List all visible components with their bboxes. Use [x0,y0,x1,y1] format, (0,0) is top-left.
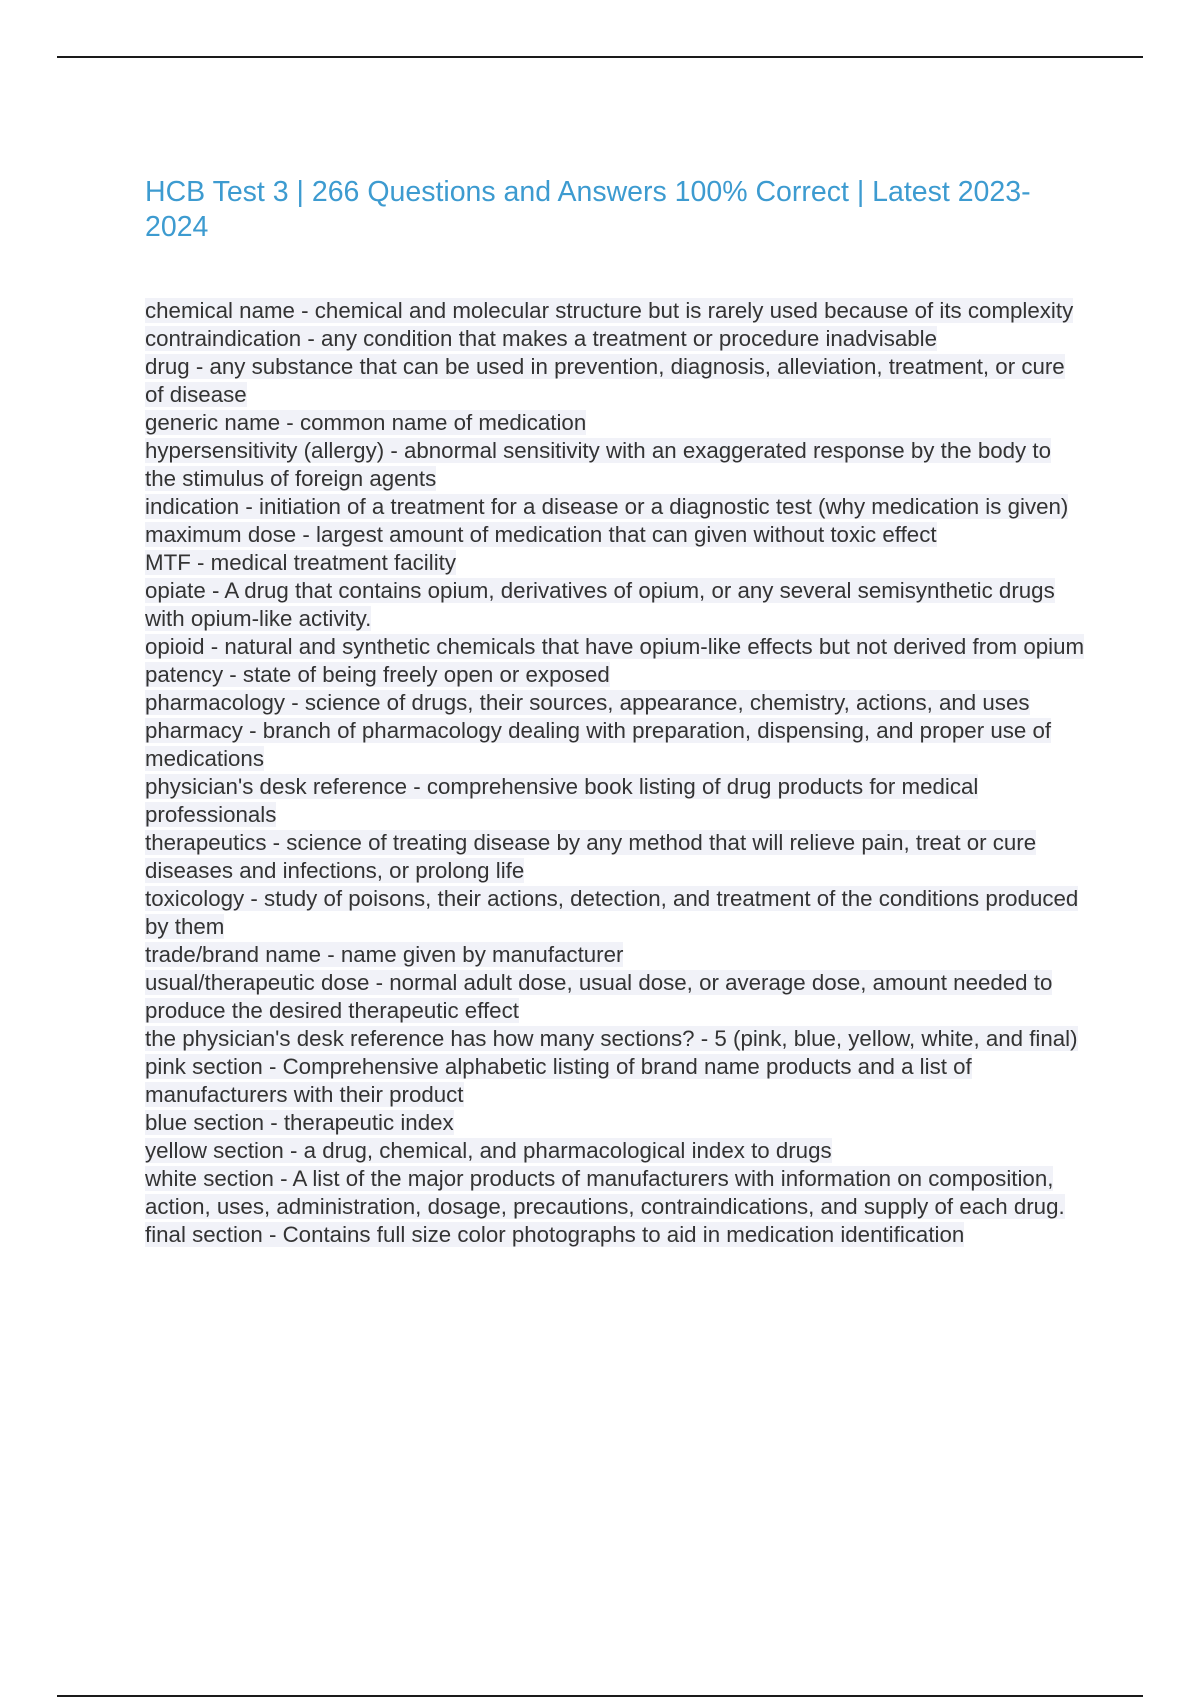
glossary-entry [145,717,1085,773]
glossary-entry-text: MTF - medical treatment facility [145,550,457,575]
glossary-term: final section [145,1222,263,1247]
glossary-definition: state of being freely open or exposed [242,662,610,687]
glossary-entry-text: patency - state of being freely open or exposed [145,662,610,687]
glossary-definition: chemical and molecular structure but is rarely used because of its complexity [314,298,1074,323]
glossary-entry [145,1221,1085,1249]
glossary-entry [145,549,1085,577]
glossary-entry [145,969,1085,1025]
document-title: HCB Test 3 | 266 Questions and Answers 100% Correct | Latest 2023-2024 [145,176,1031,243]
glossary-entry [145,577,1085,633]
glossary-term: therapeutics [145,830,267,855]
glossary-list [145,297,1085,1249]
glossary-term: chemical name [145,298,295,323]
glossary-definition: therapeutic index [283,1110,454,1135]
glossary-term: maximum dose [145,522,297,547]
glossary-definition: science of treating disease by any method that will relieve pain, treat or cure diseases and infections, or prolong life [145,830,1037,883]
glossary-term: opiate [145,578,206,603]
glossary-entry [145,689,1085,717]
glossary-entry-text: usual/therapeutic dose - normal adult dose, usual dose, or average dose, amount needed to produce the desired therapeutic effect [145,970,1053,1023]
glossary-entry-text: hypersensitivity (allergy) - abnormal sensitivity with an exaggerated response by the body to the stimulus of foreign agents [145,438,1051,491]
glossary-entry-text: white section - A list of the major products of manufacturers with information on composition, action, uses, administration, dosage, precautions, contraindications, and supply of each drug. [145,1166,1065,1219]
glossary-entry-text: final section - Contains full size color photographs to aid in medication identification [145,1222,965,1247]
glossary-definition: common name of medication [299,410,587,435]
glossary-entry [145,325,1085,353]
glossary-term: usual/therapeutic dose [145,970,370,995]
glossary-entry-text: opioid - natural and synthetic chemicals that have opium-like effects but not derived from opium [145,634,1085,659]
glossary-term: pharmacology [145,690,286,715]
glossary-term: physician's desk reference [145,774,408,799]
glossary-entry [145,437,1085,493]
glossary-definition: initiation of a treatment for a disease or a diagnostic test (why medication is given) [259,494,1069,519]
glossary-term: patency [145,662,224,687]
glossary-entry [145,297,1085,325]
glossary-definition: any condition that makes a treatment or procedure inadvisable [321,326,938,351]
glossary-entry [145,1137,1085,1165]
glossary-term: drug [145,354,190,379]
glossary-term: hypersensitivity (allergy) [145,438,385,463]
glossary-entry [145,829,1085,885]
glossary-definition: comprehensive book listing of drug products for medical professionals [145,774,979,827]
glossary-term: opioid [145,634,205,659]
glossary-definition: largest amount of medication that can given without toxic effect [316,522,937,547]
glossary-entry-text: contraindication - any condition that makes a treatment or procedure inadvisable [145,326,938,351]
glossary-definition: abnormal sensitivity with an exaggerated response by the body to the stimulus of foreign agents [145,438,1051,491]
glossary-entry-text: chemical name - chemical and molecular structure but is rarely used because of its complexity [145,298,1074,323]
glossary-term: the physician's desk reference has how many sections? [145,1026,695,1051]
glossary-entry [145,1025,1085,1053]
glossary-entry [145,521,1085,549]
glossary-entry-text: pink section - Comprehensive alphabetic listing of brand name products and a list of manufacturers with their product [145,1054,972,1107]
glossary-entry [145,885,1085,941]
glossary-entry [145,353,1085,409]
glossary-entry [145,941,1085,969]
glossary-entry-text: generic name - common name of medication [145,410,587,435]
glossary-term: pink section [145,1054,263,1079]
glossary-term: indication [145,494,240,519]
glossary-entry-text: pharmacy - branch of pharmacology dealing with preparation, dispensing, and proper use of medications [145,718,1052,771]
glossary-term: blue section [145,1110,264,1135]
glossary-definition: name given by manufacturer [340,942,624,967]
glossary-term: yellow section [145,1138,284,1163]
glossary-entry-text: therapeutics - science of treating disease by any method that will relieve pain, treat or cure diseases and infections, or prolong life [145,830,1037,883]
glossary-definition: study of poisons, their actions, detection, and treatment of the conditions produced by them [145,886,1079,939]
glossary-definition: natural and synthetic chemicals that have opium-like effects but not derived from opium [224,634,1085,659]
glossary-entry-text: physician's desk reference - comprehensive book listing of drug products for medical professionals [145,774,979,827]
glossary-definition: normal adult dose, usual dose, or average dose, amount needed to produce the desired therapeutic effect [145,970,1053,1023]
glossary-definition: any substance that can be used in prevention, diagnosis, alleviation, treatment, or cure of disease [145,354,1065,407]
glossary-definition: science of drugs, their sources, appearance, chemistry, actions, and uses [304,690,1030,715]
glossary-entry-text: pharmacology - science of drugs, their sources, appearance, chemistry, actions, and uses [145,690,1030,715]
glossary-entry-text: trade/brand name - name given by manufacturer [145,942,624,967]
glossary-definition: branch of pharmacology dealing with preparation, dispensing, and proper use of medications [145,718,1052,771]
glossary-entry-text: blue section - therapeutic index [145,1110,454,1135]
glossary-term: generic name [145,410,281,435]
glossary-entry [145,493,1085,521]
glossary-term: pharmacy [145,718,243,743]
glossary-entry [145,1109,1085,1137]
glossary-term: MTF [145,550,191,575]
glossary-entry-text: toxicology - study of poisons, their actions, detection, and treatment of the conditions produced by them [145,886,1079,939]
glossary-entry [145,1165,1085,1221]
glossary-entry-text: opiate - A drug that contains opium, derivatives of opium, or any several semisynthetic drugs with opium-like activity. [145,578,1055,631]
top-rule [57,56,1143,58]
glossary-definition: 5 (pink, blue, yellow, white, and final) [714,1026,1078,1051]
glossary-entry [145,661,1085,689]
glossary-entry-text: indication - initiation of a treatment for a disease or a diagnostic test (why medication is given) [145,494,1069,519]
glossary-term: toxicology [145,886,245,911]
glossary-definition: medical treatment facility [210,550,457,575]
glossary-definition: Contains full size color photographs to aid in medication identification [282,1222,965,1247]
glossary-term: contraindication [145,326,302,351]
glossary-definition: Comprehensive alphabetic listing of brand name products and a list of manufacturers with their product [145,1054,972,1107]
glossary-term: trade/brand name [145,942,322,967]
glossary-entry [145,773,1085,829]
glossary-definition: A drug that contains opium, derivatives of opium, or any several semisynthetic drugs with opium-like activity. [145,578,1055,631]
glossary-entry-text: maximum dose - largest amount of medication that can given without toxic effect [145,522,937,547]
bottom-rule [57,1695,1143,1697]
glossary-definition: A list of the major products of manufacturers with information on composition, action, uses, administration, dosage, precautions, contraindications, and supply of each drug. [145,1166,1065,1219]
glossary-entry-text: drug - any substance that can be used in prevention, diagnosis, alleviation, treatment, or cure of disease [145,354,1065,407]
glossary-definition: a drug, chemical, and pharmacological index to drugs [303,1138,832,1163]
glossary-term: white section [145,1166,274,1191]
glossary-entry-text: the physician's desk reference has how many sections? - 5 (pink, blue, yellow, white, and final) [145,1026,1078,1051]
glossary-entry-text: yellow section - a drug, chemical, and pharmacological index to drugs [145,1138,832,1163]
glossary-entry [145,409,1085,437]
glossary-entry [145,1053,1085,1109]
glossary-entry [145,633,1085,661]
